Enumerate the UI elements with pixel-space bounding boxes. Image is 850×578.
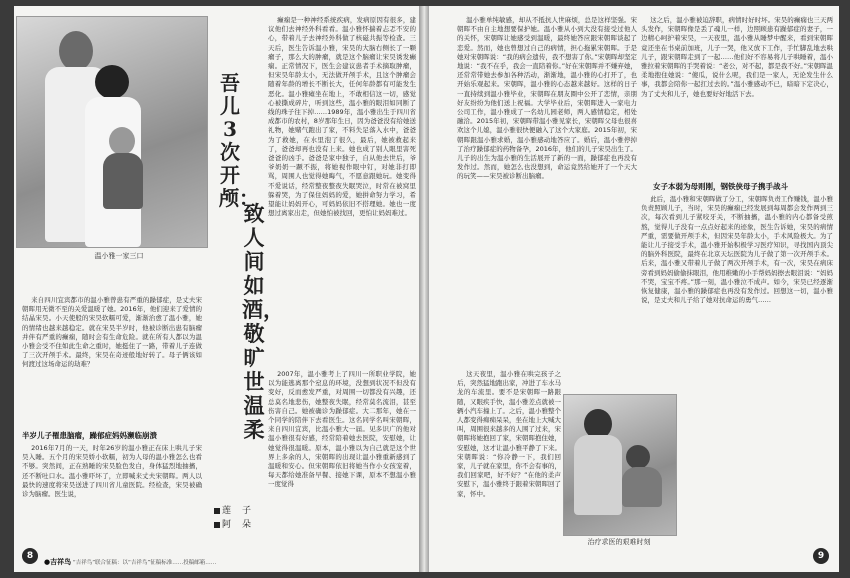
photo-caption: 温小雅一家三口 [94,252,144,260]
left-column-2-top: 癫痫是一种神经系统疾病，发病原因有很多，建议他们去神经外科看看。温小雅怀揣着忐忑不安的心，带着儿子去神经外科做了核磁共振等检查。三天后，医生告诉温小雅，宋昊的大脑右侧长了一颗瘤子，那么大的肿瘤，就是这个脑瘤让宋昊诱发癫痫。正常情况下，医生会建议患者手术摘取肿瘤，但宋昊年龄太小，无法做开颅手术，且这个肿瘤会随着年龄的增长不断长大，任何年龄都有可能发生恶化。温小雅瘫坐在地上，不敢相信这一切，感觉心被撕成碎片，听到这些，温小雅的眼泪如同断了线的珠子往下掉……1989年，温小雅出生于四川省成都市的农村，8岁那年生日，因为爸爸没有给她送礼物，她赌气跑出了家，不料失足落入水中，爸爸为了救她，在水里泡了很久，最后，她被救起来了，爸爸却再也没有上来。她也成了别人眼里害死爸爸的凶手。爸爸是家中独子，自从他去世后，爷爷奶奶一蹶不振，将她视作眼中钉，对她非打即骂，周围人也觉得她晦气，不愿意跟她玩。她变得不爱说话，经常整夜整夜失眠哭泣，时常在被窝里躲着哭，为了保住妈妈的爱，她拼命努力学习，希望能让妈妈开心，可妈妈依旧不搭理她。她也一度想过离家出走，但她怕被找回，更怕让妈妈难过。 [268,16,416,218]
article-title-line1: 吾儿3次开颅： [219,71,259,210]
footer-left: ●吉祥鸟 “吉祥鸟”联合征稿：以“吉祥鸟”征稿标准……投稿邮箱…… [44,558,217,566]
author-1-b: 子 [242,506,252,516]
mother-figure [95,65,129,99]
child-body [103,153,143,209]
right-column-2-top: 这之后，温小雅被迫辞职，病情时好时坏。宋昊的癫痫也三天两头发作，宋朝晖像是丢了魂儿一样，边照顾患有躁郁症的妻子，一边精心呵护着宋昊，一天夜里，温小雅从睡梦中醒来，看到宋朝晖竟还坐在书桌前加班，儿子一哭，他又放下工作，手忙脚乱地去哄儿子，跟宋朝晖走到了一起……他们好不容易将儿子哄睡着，温小雅拉着宋朝晖的手哭着说：“老公，对不起，都是我不好。”宋朝晖温柔地抱住她说：“傻瓜，说什么呢，我们是一家人，无论发生什么事，我都会陪你一起扛过去的。”温小雅感动不已，暗暗下定决心，为了丈夫和儿子，她也要好好地活下去。 [641,16,833,98]
child-figure [109,127,135,155]
right-column-2-bottom: 此后，温小雅和宋朝晖做了分工，宋朝晖负责工作赚钱，温小雅负责照顾儿子，当时，宋昊的癫痫已经发展到每周都会发作两到三次，每次看到儿子紧咬牙关，不断抽搐，温小雅的内心都备受煎熬，觉得儿子没有一点点好起来的迹象，医生告诉她，宋昊的病情严重，需要做开颅手术，但因宋昊年龄太小，手术风险极大。为了能让儿子接受手术，温小雅开始积极学习医疗知识，寻找国内顶尖的脑外科医院，最终在北京天坛医院为儿子做了第一次开颅手术。后来，温小雅又带着儿子做了两次开颅手术，有一次，宋昊在病床旁看到妈妈偷偷抹眼泪，他用稚嫩的小手帮妈妈擦去眼泪说：“妈妈不哭，宝宝不疼。”那一刻，温小雅泣不成声。如今，宋昊已经逐渐恢复健康，温小雅的躁郁症也再没有发作过。回想这一切，温小雅说，是丈夫和儿子给了她对抗命运的勇气…… [641,195,833,305]
mother-body-2 [574,435,622,515]
author-2: 阿 [214,517,231,530]
left-column-1-intro: 来自四川宜宾都市的温小雅曾患有严重的躁郁症，是丈夫宋朝晖用无微不至的关爱温暖了她。2016年，他们迎来了爱情的结晶宋昊。小天使般的宋昊软糯可爱，渐渐治愈了温小雅，她的情绪也越来越稳定。就在宋昊半岁时，他被诊断出患有脑瘤并伴有严重的癫痫，随时会有生命危险。就在所有人都以为温小雅会受不住如此生命之重时，她挺住了一路，带着儿子连做了三次开颅手术。最终，宋昊在奇迹般地好转了。母子俩该如何渡过这场命运的劫难？ [22,296,202,369]
right-column-1-top: 温小雅单纯敏感，却从不抵抗人世麻烦，总是这样坚强。宋朝晖不由自主地想要保护她。温小雅从小到大没有接受过他人的关怀，宋朝晖让她感受到温暖，最终她答应跟宋朝晖谈起了恋爱。然而，她也曾想过自己的病情，担心拖累宋朝晖。于是她对宋朝晖说：“我的病会遗传，我不想害了你。”宋朝晖却坚定地说：“我不在乎，我会一直陪着你。”好在宋朝晖并不嫌弃她，还常常带她去参加各种活动，渐渐地，温小雅的心打开了，也开始乐观起来。宋朝晖，温小雅的心态越来越好。这样的日子一直持续到温小雅毕业，宋朝晖在朋友圈中公开了恋情，亲朋好友纷纷为他们送上祝福。大学毕业后，宋朝晖进入一家电力公司工作，温小雅成了一名幼儿园老师，两人感情稳定，相处融洽。2015年初，宋朝晖带温小雅见家长，宋朝晖父母也很喜欢这个儿媳，温小雅很快便融入了这个大家庭。2015年初，宋朝晖跟温小雅求婚，温小雅感动地答应了。婚后，温小雅停掉了治疗躁郁症的药物备孕，2016年，他们的儿子宋昊出生了。儿子的出生为温小雅的生活展开了新的一面，躁郁症也再没有发作过。然而，她怎么也没想到，命运竟然给她开了一个天大的玩笑——宋昊被诊断出脑瘤。 [457,16,637,181]
left-page [14,6,421,572]
author-2-b: 朵 [242,520,252,530]
author-1: 莲 [214,503,231,516]
right-column-1-bottom: 这天夜里，温小雅在哄完孩子之后，突然猛地跑出家，冲进了车水马龙的车流里。要不是宋朝晖一路跟随，又眼疾手快，温小雅差点就被一辆小汽车撞上了。之后，温小雅整个人都变得痴痴呆呆，坐在地上大喊大叫，周围很来越多的人围了过来，宋朝晖将她抱回了家，宋朝晖抱住她，安慰她，这才让温小雅平静了下来。宋朝晖说：“你冷静一下，我们回家，儿子就在家里，你不会有事的，我们回家吧，好不好？”在他的柔声安慰下，温小雅终于跟着宋朝晖回了家，怀中。 [457,370,561,498]
father-figure [59,31,93,71]
page-number-right: 9 [813,548,829,564]
left-column-1-body: 2016年7月的一天，时年26岁的温小雅正在床上哄儿子宋昊入睡。五个月的宋昊娇小软糯，初为人母的温小雅怎么也看不够。突然间，正在熟睡的宋昊脸色发白，身体猛烈地抽搐，还不断吐口水。温小雅吓坏了，立即喊来丈夫宋朝晖。两人以最快的速度将宋昊送进了四川省儿童医院。经检查，宋昊被确诊为脑瘤。医生说， [22,444,202,499]
right-page [429,6,839,572]
subhead-2: 女子本弱为母则刚，钢铁侠母子携手战斗 [653,182,788,191]
page-number-left: 8 [22,548,38,564]
subhead-1: 半岁儿子罹患脑瘤，躁郁症妈妈濒临崩溃 [22,431,157,440]
family-photo [16,16,208,248]
left-column-2-bottom: 2007年，温小雅考上了四川一所职业学院，她以为能逃离那个窒息的环境，没想到状况不但没有变好，反而愈发严重，对周围一切都没有兴趣，还总莫名地悲伤，她整夜失眠，经常莫名流泪，甚至伤害自己。她被确诊为躁郁症。大二那年，她在一个同学的陪伴下去看医生。这名同学名叫宋朝晖，来自四川宜宾，比温小雅大一届。见多识广的他对温小雅很有好感，经常陪着她去医院，安慰她，让她觉得很温暖。原本，温小雅以为自己就是这个世界上多余的人，宋朝晖的出现让温小雅重新感到了温暖和安心。但宋朝晖依旧将她当作小女孩宠着，每天都给她准备早餐、接她下课，原本不想温小雅一度觉得 [268,370,416,489]
article-title-line2: 致人间如酒，敬旷世温柔 [242,201,284,442]
photo-caption-right: 治疗求医的艰难时刻 [587,538,651,546]
